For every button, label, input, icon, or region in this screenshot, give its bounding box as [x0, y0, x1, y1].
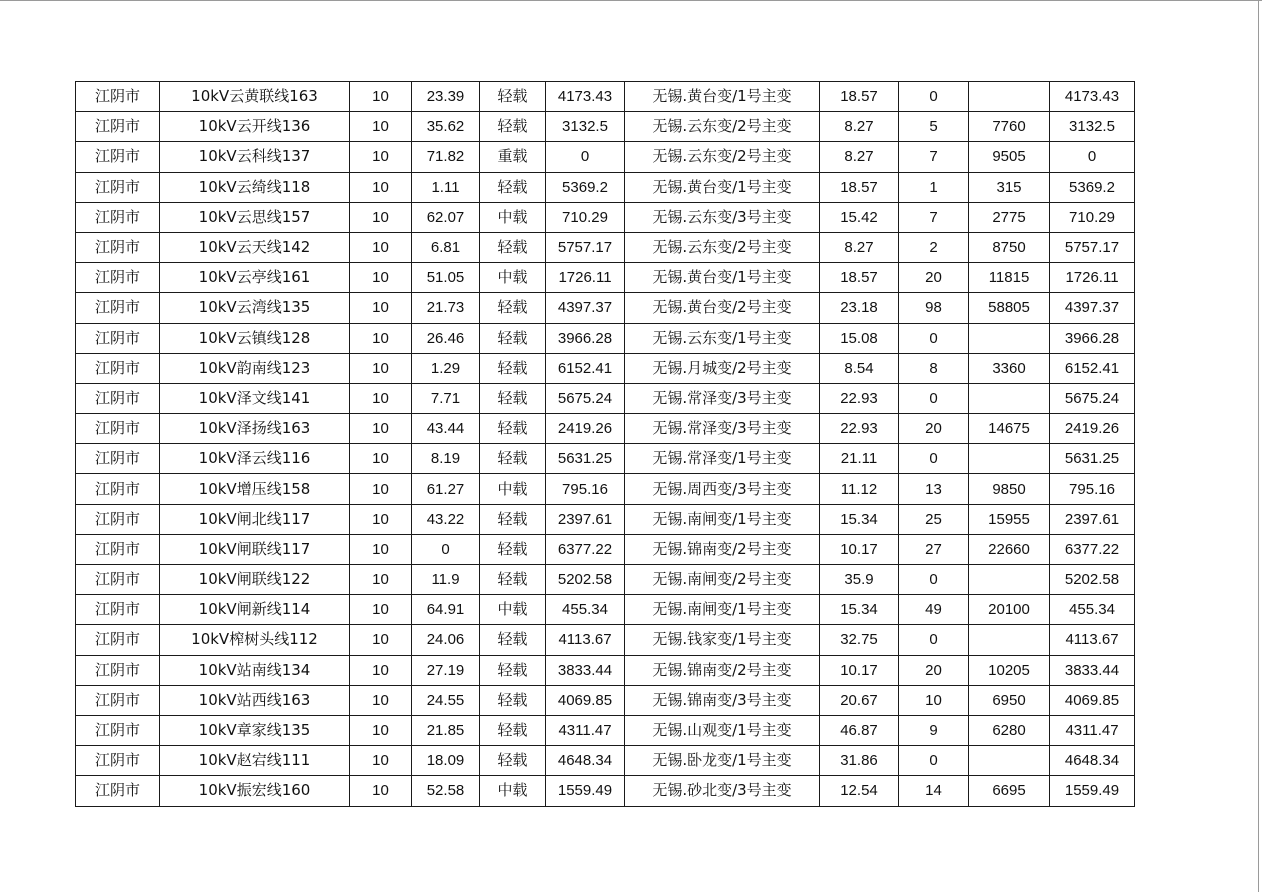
- load-rate-cell: 18.09: [412, 746, 480, 776]
- capacity-cell: [969, 323, 1050, 353]
- main-transformer-cell: 无锡.砂北变/3号主变: [625, 776, 820, 806]
- transformer-load-cell: 21.11: [820, 444, 899, 474]
- main-transformer-cell: 无锡.黄台变/2号主变: [625, 293, 820, 323]
- voltage-kv-cell: 10: [350, 142, 412, 172]
- available-capacity-cell: 4173.43: [1050, 82, 1135, 112]
- main-transformer-cell: 无锡.黄台变/1号主变: [625, 263, 820, 293]
- load-level-cell: 轻载: [480, 323, 546, 353]
- capacity-cell: 7760: [969, 112, 1050, 142]
- table-row: [76, 112, 1135, 142]
- load-level-cell: 轻载: [480, 746, 546, 776]
- city-cell: 江阴市: [76, 263, 160, 293]
- city-cell: 江阴市: [76, 414, 160, 444]
- feeder-line-cell: 10kV章家线135: [160, 715, 350, 745]
- table-row: [76, 595, 1135, 625]
- load-rate-cell: 24.55: [412, 685, 480, 715]
- main-transformer-cell: 无锡.卧龙变/1号主变: [625, 746, 820, 776]
- count-cell: 20: [899, 655, 969, 685]
- load-level-cell: 轻载: [480, 414, 546, 444]
- feeder-line-cell: 10kV站西线163: [160, 685, 350, 715]
- spare-capacity-cell: 3833.44: [546, 655, 625, 685]
- load-rate-cell: 61.27: [412, 474, 480, 504]
- capacity-cell: 22660: [969, 534, 1050, 564]
- available-capacity-cell: 4648.34: [1050, 746, 1135, 776]
- count-cell: 20: [899, 414, 969, 444]
- table-row: [76, 685, 1135, 715]
- transformer-load-cell: 12.54: [820, 776, 899, 806]
- count-cell: 0: [899, 323, 969, 353]
- available-capacity-cell: 5631.25: [1050, 444, 1135, 474]
- main-transformer-cell: 无锡.锦南变/2号主变: [625, 655, 820, 685]
- count-cell: 10: [899, 685, 969, 715]
- load-rate-cell: 11.9: [412, 565, 480, 595]
- available-capacity-cell: 5675.24: [1050, 383, 1135, 413]
- voltage-kv-cell: 10: [350, 625, 412, 655]
- voltage-kv-cell: 10: [350, 172, 412, 202]
- available-capacity-cell: 1559.49: [1050, 776, 1135, 806]
- spare-capacity-cell: 5631.25: [546, 444, 625, 474]
- load-level-cell: 轻载: [480, 172, 546, 202]
- table-row: [76, 504, 1135, 534]
- spare-capacity-cell: 795.16: [546, 474, 625, 504]
- main-transformer-cell: 无锡.钱家变/1号主变: [625, 625, 820, 655]
- main-transformer-cell: 无锡.常泽变/3号主变: [625, 383, 820, 413]
- table-row: [76, 263, 1135, 293]
- spare-capacity-cell: 6152.41: [546, 353, 625, 383]
- available-capacity-cell: 3966.28: [1050, 323, 1135, 353]
- available-capacity-cell: 6152.41: [1050, 353, 1135, 383]
- capacity-cell: 3360: [969, 353, 1050, 383]
- count-cell: 7: [899, 202, 969, 232]
- voltage-kv-cell: 10: [350, 82, 412, 112]
- capacity-cell: 9850: [969, 474, 1050, 504]
- count-cell: 98: [899, 293, 969, 323]
- city-cell: 江阴市: [76, 172, 160, 202]
- load-rate-cell: 24.06: [412, 625, 480, 655]
- load-level-cell: 轻载: [480, 112, 546, 142]
- city-cell: 江阴市: [76, 353, 160, 383]
- available-capacity-cell: 4397.37: [1050, 293, 1135, 323]
- voltage-kv-cell: 10: [350, 534, 412, 564]
- city-cell: 江阴市: [76, 474, 160, 504]
- table-body: [76, 82, 1135, 807]
- city-cell: 江阴市: [76, 232, 160, 262]
- transformer-load-cell: 8.54: [820, 353, 899, 383]
- table-row: [76, 142, 1135, 172]
- voltage-kv-cell: 10: [350, 685, 412, 715]
- city-cell: 江阴市: [76, 655, 160, 685]
- feeder-line-cell: 10kV闸联线117: [160, 534, 350, 564]
- table-row: [76, 353, 1135, 383]
- feeder-line-cell: 10kV泽云线116: [160, 444, 350, 474]
- load-level-cell: 轻载: [480, 715, 546, 745]
- feeder-line-cell: 10kV云绮线118: [160, 172, 350, 202]
- load-level-cell: 轻载: [480, 504, 546, 534]
- count-cell: 49: [899, 595, 969, 625]
- transformer-load-cell: 22.93: [820, 414, 899, 444]
- available-capacity-cell: 795.16: [1050, 474, 1135, 504]
- transformer-load-cell: 8.27: [820, 112, 899, 142]
- city-cell: 江阴市: [76, 776, 160, 806]
- load-rate-cell: 27.19: [412, 655, 480, 685]
- city-cell: 江阴市: [76, 534, 160, 564]
- capacity-cell: 8750: [969, 232, 1050, 262]
- voltage-kv-cell: 10: [350, 595, 412, 625]
- main-transformer-cell: 无锡.云东变/3号主变: [625, 202, 820, 232]
- capacity-cell: 14675: [969, 414, 1050, 444]
- capacity-cell: [969, 746, 1050, 776]
- load-level-cell: 中载: [480, 474, 546, 504]
- load-level-cell: 轻载: [480, 655, 546, 685]
- spare-capacity-cell: 5369.2: [546, 172, 625, 202]
- count-cell: 0: [899, 746, 969, 776]
- table-row: [76, 82, 1135, 112]
- page-top-edge: [0, 0, 1262, 1]
- available-capacity-cell: 1726.11: [1050, 263, 1135, 293]
- transformer-load-cell: 10.17: [820, 534, 899, 564]
- load-rate-cell: 43.22: [412, 504, 480, 534]
- available-capacity-cell: 5202.58: [1050, 565, 1135, 595]
- load-rate-cell: 26.46: [412, 323, 480, 353]
- voltage-kv-cell: 10: [350, 232, 412, 262]
- transformer-load-cell: 10.17: [820, 655, 899, 685]
- feeder-line-cell: 10kV闸新线114: [160, 595, 350, 625]
- count-cell: 8: [899, 353, 969, 383]
- table-row: [76, 625, 1135, 655]
- feeder-line-cell: 10kV云湾线135: [160, 293, 350, 323]
- available-capacity-cell: 455.34: [1050, 595, 1135, 625]
- main-transformer-cell: 无锡.云东变/2号主变: [625, 112, 820, 142]
- spare-capacity-cell: 4069.85: [546, 685, 625, 715]
- capacity-cell: 20100: [969, 595, 1050, 625]
- page-right-edge: [1258, 0, 1259, 892]
- count-cell: 0: [899, 444, 969, 474]
- capacity-cell: [969, 444, 1050, 474]
- load-level-cell: 轻载: [480, 293, 546, 323]
- table-row: [76, 172, 1135, 202]
- spare-capacity-cell: 3966.28: [546, 323, 625, 353]
- count-cell: 9: [899, 715, 969, 745]
- transformer-load-cell: 11.12: [820, 474, 899, 504]
- load-rate-cell: 52.58: [412, 776, 480, 806]
- load-rate-cell: 1.29: [412, 353, 480, 383]
- main-transformer-cell: 无锡.黄台变/1号主变: [625, 82, 820, 112]
- voltage-kv-cell: 10: [350, 746, 412, 776]
- main-transformer-cell: 无锡.常泽变/3号主变: [625, 414, 820, 444]
- feeder-line-cell: 10kV振宏线160: [160, 776, 350, 806]
- spare-capacity-cell: 1559.49: [546, 776, 625, 806]
- spare-capacity-cell: 455.34: [546, 595, 625, 625]
- transformer-load-cell: 15.42: [820, 202, 899, 232]
- table-row: [76, 293, 1135, 323]
- count-cell: 20: [899, 263, 969, 293]
- transformer-load-cell: 18.57: [820, 263, 899, 293]
- main-transformer-cell: 无锡.周西变/3号主变: [625, 474, 820, 504]
- feeder-line-cell: 10kV泽文线141: [160, 383, 350, 413]
- spare-capacity-cell: 4397.37: [546, 293, 625, 323]
- table-row: [76, 444, 1135, 474]
- available-capacity-cell: 2419.26: [1050, 414, 1135, 444]
- load-rate-cell: 0: [412, 534, 480, 564]
- load-level-cell: 轻载: [480, 82, 546, 112]
- load-rate-cell: 51.05: [412, 263, 480, 293]
- city-cell: 江阴市: [76, 202, 160, 232]
- city-cell: 江阴市: [76, 685, 160, 715]
- main-transformer-cell: 无锡.常泽变/1号主变: [625, 444, 820, 474]
- count-cell: 0: [899, 82, 969, 112]
- transformer-load-cell: 22.93: [820, 383, 899, 413]
- load-rate-cell: 64.91: [412, 595, 480, 625]
- feeder-line-cell: 10kV闸北线117: [160, 504, 350, 534]
- main-transformer-cell: 无锡.南闸变/2号主变: [625, 565, 820, 595]
- voltage-kv-cell: 10: [350, 504, 412, 534]
- spare-capacity-cell: 5757.17: [546, 232, 625, 262]
- transformer-load-cell: 35.9: [820, 565, 899, 595]
- voltage-kv-cell: 10: [350, 776, 412, 806]
- load-rate-cell: 7.71: [412, 383, 480, 413]
- load-level-cell: 中载: [480, 776, 546, 806]
- main-transformer-cell: 无锡.云东变/2号主变: [625, 142, 820, 172]
- voltage-kv-cell: 10: [350, 655, 412, 685]
- feeder-line-cell: 10kV云黄联线163: [160, 82, 350, 112]
- feeder-line-cell: 10kV增压线158: [160, 474, 350, 504]
- spare-capacity-cell: 1726.11: [546, 263, 625, 293]
- spare-capacity-cell: 4648.34: [546, 746, 625, 776]
- voltage-kv-cell: 10: [350, 202, 412, 232]
- city-cell: 江阴市: [76, 383, 160, 413]
- feeder-line-cell: 10kV闸联线122: [160, 565, 350, 595]
- voltage-kv-cell: 10: [350, 353, 412, 383]
- capacity-cell: 11815: [969, 263, 1050, 293]
- voltage-kv-cell: 10: [350, 112, 412, 142]
- available-capacity-cell: 4113.67: [1050, 625, 1135, 655]
- capacity-cell: [969, 565, 1050, 595]
- spare-capacity-cell: 5675.24: [546, 383, 625, 413]
- table-row: [76, 534, 1135, 564]
- city-cell: 江阴市: [76, 112, 160, 142]
- spare-capacity-cell: 6377.22: [546, 534, 625, 564]
- transformer-load-cell: 8.27: [820, 232, 899, 262]
- table-row: [76, 655, 1135, 685]
- main-transformer-cell: 无锡.黄台变/1号主变: [625, 172, 820, 202]
- city-cell: 江阴市: [76, 82, 160, 112]
- count-cell: 5: [899, 112, 969, 142]
- spare-capacity-cell: 3132.5: [546, 112, 625, 142]
- transformer-load-cell: 8.27: [820, 142, 899, 172]
- main-transformer-cell: 无锡.月城变/2号主变: [625, 353, 820, 383]
- load-level-cell: 重载: [480, 142, 546, 172]
- available-capacity-cell: 2397.61: [1050, 504, 1135, 534]
- feeder-line-cell: 10kV泽扬线163: [160, 414, 350, 444]
- spare-capacity-cell: 4113.67: [546, 625, 625, 655]
- load-rate-cell: 21.73: [412, 293, 480, 323]
- table-row: [76, 232, 1135, 262]
- spare-capacity-cell: 4173.43: [546, 82, 625, 112]
- voltage-kv-cell: 10: [350, 474, 412, 504]
- feeder-line-cell: 10kV云镇线128: [160, 323, 350, 353]
- main-transformer-cell: 无锡.云东变/1号主变: [625, 323, 820, 353]
- transformer-load-cell: 15.08: [820, 323, 899, 353]
- available-capacity-cell: 4311.47: [1050, 715, 1135, 745]
- spare-capacity-cell: 2397.61: [546, 504, 625, 534]
- capacity-cell: [969, 82, 1050, 112]
- feeder-line-cell: 10kV云开线136: [160, 112, 350, 142]
- load-rate-cell: 6.81: [412, 232, 480, 262]
- table-row: [76, 565, 1135, 595]
- city-cell: 江阴市: [76, 746, 160, 776]
- main-transformer-cell: 无锡.南闸变/1号主变: [625, 595, 820, 625]
- count-cell: 2: [899, 232, 969, 262]
- load-level-cell: 中载: [480, 202, 546, 232]
- table-row: [76, 746, 1135, 776]
- city-cell: 江阴市: [76, 715, 160, 745]
- feeder-load-table: [75, 81, 1135, 807]
- table-row: [76, 776, 1135, 806]
- table-row: [76, 323, 1135, 353]
- voltage-kv-cell: 10: [350, 263, 412, 293]
- count-cell: 0: [899, 383, 969, 413]
- spare-capacity-cell: 0: [546, 142, 625, 172]
- load-level-cell: 轻载: [480, 353, 546, 383]
- transformer-load-cell: 20.67: [820, 685, 899, 715]
- voltage-kv-cell: 10: [350, 293, 412, 323]
- transformer-load-cell: 18.57: [820, 82, 899, 112]
- load-level-cell: 中载: [480, 595, 546, 625]
- capacity-cell: [969, 383, 1050, 413]
- feeder-line-cell: 10kV站南线134: [160, 655, 350, 685]
- load-level-cell: 轻载: [480, 565, 546, 595]
- city-cell: 江阴市: [76, 444, 160, 474]
- load-level-cell: 轻载: [480, 444, 546, 474]
- available-capacity-cell: 3833.44: [1050, 655, 1135, 685]
- load-rate-cell: 8.19: [412, 444, 480, 474]
- transformer-load-cell: 32.75: [820, 625, 899, 655]
- spare-capacity-cell: 710.29: [546, 202, 625, 232]
- city-cell: 江阴市: [76, 142, 160, 172]
- load-rate-cell: 21.85: [412, 715, 480, 745]
- load-level-cell: 轻载: [480, 232, 546, 262]
- city-cell: 江阴市: [76, 625, 160, 655]
- capacity-cell: 6950: [969, 685, 1050, 715]
- main-transformer-cell: 无锡.南闸变/1号主变: [625, 504, 820, 534]
- load-rate-cell: 71.82: [412, 142, 480, 172]
- transformer-load-cell: 15.34: [820, 504, 899, 534]
- available-capacity-cell: 5757.17: [1050, 232, 1135, 262]
- city-cell: 江阴市: [76, 504, 160, 534]
- spare-capacity-cell: 2419.26: [546, 414, 625, 444]
- table-row: [76, 202, 1135, 232]
- count-cell: 7: [899, 142, 969, 172]
- transformer-load-cell: 46.87: [820, 715, 899, 745]
- feeder-line-cell: 10kV云科线137: [160, 142, 350, 172]
- voltage-kv-cell: 10: [350, 715, 412, 745]
- feeder-line-cell: 10kV云思线157: [160, 202, 350, 232]
- capacity-cell: 6695: [969, 776, 1050, 806]
- available-capacity-cell: 5369.2: [1050, 172, 1135, 202]
- feeder-line-cell: 10kV云天线142: [160, 232, 350, 262]
- spare-capacity-cell: 4311.47: [546, 715, 625, 745]
- load-rate-cell: 62.07: [412, 202, 480, 232]
- transformer-load-cell: 15.34: [820, 595, 899, 625]
- voltage-kv-cell: 10: [350, 414, 412, 444]
- capacity-cell: 2775: [969, 202, 1050, 232]
- load-level-cell: 轻载: [480, 625, 546, 655]
- capacity-cell: 6280: [969, 715, 1050, 745]
- count-cell: 1: [899, 172, 969, 202]
- city-cell: 江阴市: [76, 565, 160, 595]
- load-rate-cell: 35.62: [412, 112, 480, 142]
- main-transformer-cell: 无锡.山观变/1号主变: [625, 715, 820, 745]
- count-cell: 14: [899, 776, 969, 806]
- count-cell: 13: [899, 474, 969, 504]
- table-row: [76, 715, 1135, 745]
- feeder-line-cell: 10kV韵南线123: [160, 353, 350, 383]
- feeder-line-cell: 10kV赵宕线111: [160, 746, 350, 776]
- available-capacity-cell: 6377.22: [1050, 534, 1135, 564]
- load-level-cell: 轻载: [480, 534, 546, 564]
- load-rate-cell: 1.11: [412, 172, 480, 202]
- voltage-kv-cell: 10: [350, 383, 412, 413]
- available-capacity-cell: 3132.5: [1050, 112, 1135, 142]
- main-transformer-cell: 无锡.锦南变/3号主变: [625, 685, 820, 715]
- voltage-kv-cell: 10: [350, 444, 412, 474]
- load-level-cell: 轻载: [480, 383, 546, 413]
- load-rate-cell: 43.44: [412, 414, 480, 444]
- voltage-kv-cell: 10: [350, 323, 412, 353]
- city-cell: 江阴市: [76, 595, 160, 625]
- count-cell: 0: [899, 565, 969, 595]
- load-rate-cell: 23.39: [412, 82, 480, 112]
- table-row: [76, 474, 1135, 504]
- available-capacity-cell: 710.29: [1050, 202, 1135, 232]
- spare-capacity-cell: 5202.58: [546, 565, 625, 595]
- capacity-cell: 15955: [969, 504, 1050, 534]
- voltage-kv-cell: 10: [350, 565, 412, 595]
- load-level-cell: 轻载: [480, 685, 546, 715]
- capacity-cell: 10205: [969, 655, 1050, 685]
- load-level-cell: 中载: [480, 263, 546, 293]
- main-transformer-cell: 无锡.锦南变/2号主变: [625, 534, 820, 564]
- city-cell: 江阴市: [76, 323, 160, 353]
- feeder-line-cell: 10kV榨树头线112: [160, 625, 350, 655]
- count-cell: 25: [899, 504, 969, 534]
- capacity-cell: 58805: [969, 293, 1050, 323]
- count-cell: 27: [899, 534, 969, 564]
- transformer-load-cell: 18.57: [820, 172, 899, 202]
- capacity-cell: 315: [969, 172, 1050, 202]
- table-row: [76, 414, 1135, 444]
- feeder-line-cell: 10kV云亭线161: [160, 263, 350, 293]
- city-cell: 江阴市: [76, 293, 160, 323]
- transformer-load-cell: 31.86: [820, 746, 899, 776]
- count-cell: 0: [899, 625, 969, 655]
- table-row: [76, 383, 1135, 413]
- available-capacity-cell: 0: [1050, 142, 1135, 172]
- capacity-cell: 9505: [969, 142, 1050, 172]
- available-capacity-cell: 4069.85: [1050, 685, 1135, 715]
- capacity-cell: [969, 625, 1050, 655]
- transformer-load-cell: 23.18: [820, 293, 899, 323]
- main-transformer-cell: 无锡.云东变/2号主变: [625, 232, 820, 262]
